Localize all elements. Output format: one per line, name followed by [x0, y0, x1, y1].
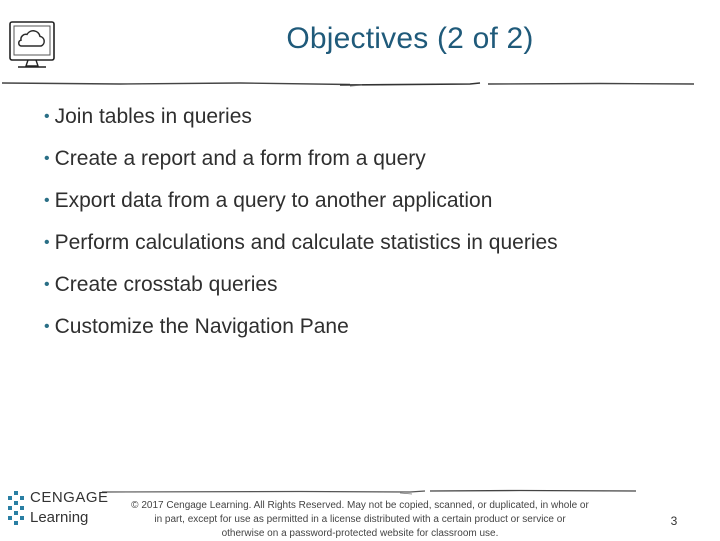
cloud-monitor-icon [6, 18, 58, 72]
bullet-dot: • [44, 276, 50, 293]
list-item [44, 269, 558, 311]
bullet-dot: • [44, 318, 50, 335]
bullet-text: Create crosstab queries [54, 273, 278, 296]
bullet-dot: • [44, 150, 50, 167]
copyright-line: in part, except for use as permitted in a license distributed with a certain product or service or [154, 514, 566, 525]
bullet-text: Export data from a query to another application [54, 189, 493, 212]
slide-title: Objectives (2 of 2) [286, 22, 534, 55]
page-number: 3 [670, 514, 678, 528]
logo-text-learning: Learning [30, 509, 89, 526]
bullet-text: Create a report and a form from a query [54, 147, 426, 170]
logo-text-cengage: CENGAGE [30, 489, 109, 506]
bullet-dot: • [44, 108, 50, 125]
copyright-notice [110, 499, 610, 541]
bullet-dot: • [44, 192, 50, 209]
header-divider [0, 72, 720, 96]
copyright-line: © 2017 Cengage Learning. All Rights Reserved. May not be copied, scanned, or duplicated, in whole or [131, 500, 589, 511]
list-item [44, 101, 558, 143]
bullet-text: Perform calculations and calculate statistics in queries [54, 231, 558, 254]
bullet-text: Join tables in queries [54, 105, 252, 128]
list-item [44, 143, 558, 185]
objectives-list [44, 101, 558, 353]
list-item [44, 311, 558, 353]
list-item [44, 227, 558, 269]
bullet-dot: • [44, 234, 50, 251]
list-item [44, 185, 558, 227]
copyright-line: otherwise on a password-protected website for classroom use. [221, 528, 499, 539]
bullet-text: Customize the Navigation Pane [54, 315, 349, 338]
